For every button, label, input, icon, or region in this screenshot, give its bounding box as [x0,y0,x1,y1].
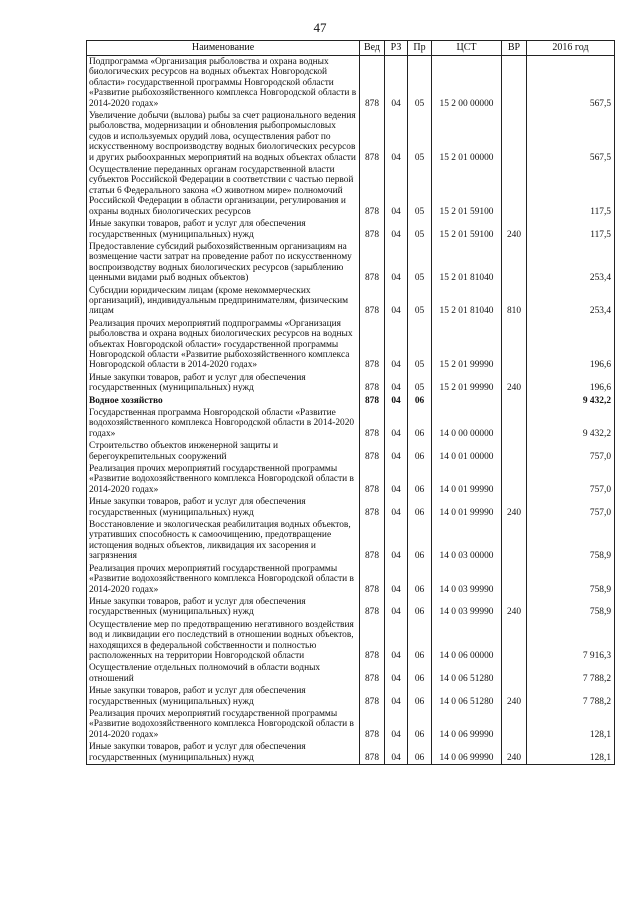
row-cst [432,395,502,407]
row-name: Государственная программа Новгородской области «Развитие водохозяйственного комплекса Новгородской области в 2014-2020 годах» [87,407,360,440]
column-header-cst: ЦСТ [432,41,502,56]
row-rz: 04 [385,164,408,218]
table-row [87,741,615,764]
row-name: Субсидии юридическим лицам (кроме некоммерческих организаций), индивидуальным предпринимателям, физическим лицам [87,285,360,318]
row-ved: 878 [360,463,385,496]
table-row [87,407,615,440]
row-name: Иные закупки товаров, работ и услуг для обеспечения государственных (муниципальных) нужд [87,496,360,519]
row-amount: 758,9 [527,563,615,596]
row-ved: 878 [360,563,385,596]
row-name: Водное хозяйство [87,395,360,407]
column-header-vr: ВР [502,41,527,56]
row-amount: 196,6 [527,318,615,372]
row-pr: 05 [408,241,432,285]
column-header-year: 2016 год [527,41,615,56]
column-header-name: Наименование [87,41,360,56]
row-pr: 05 [408,372,432,395]
row-vr [502,318,527,372]
row-rz: 04 [385,285,408,318]
table-body [87,56,615,765]
row-pr: 06 [408,496,432,519]
row-cst: 15 2 01 99990 [432,318,502,372]
table-row [87,596,615,619]
row-rz: 04 [385,619,408,663]
column-header-pr: Пр [408,41,432,56]
row-ved: 878 [360,241,385,285]
row-pr: 06 [408,619,432,663]
row-vr [502,110,527,164]
row-name: Иные закупки товаров, работ и услуг для обеспечения государственных (муниципальных) нужд [87,372,360,395]
row-ved: 878 [360,56,385,111]
table-row [87,662,615,685]
table-row [87,241,615,285]
row-vr [502,440,527,463]
table-row [87,463,615,496]
row-vr [502,619,527,663]
table-row [87,440,615,463]
row-ved: 878 [360,741,385,764]
row-amount: 117,5 [527,218,615,241]
row-vr [502,662,527,685]
row-rz: 04 [385,596,408,619]
row-cst: 14 0 06 00000 [432,619,502,663]
table-row [87,164,615,218]
row-ved: 878 [360,708,385,741]
row-vr [502,164,527,218]
row-cst: 15 2 01 81040 [432,241,502,285]
row-rz: 04 [385,407,408,440]
row-ved: 878 [360,596,385,619]
row-pr: 05 [408,164,432,218]
row-amount: 9 432,2 [527,407,615,440]
row-ved: 878 [360,440,385,463]
row-pr: 06 [408,596,432,619]
row-amount: 117,5 [527,164,615,218]
row-name: Осуществление переданных органам государственной власти субъектов Российской Федерации в соответствии с частью первой статьи 6 Федерального закона «О животном мире» полномочий Российской Федерации в области организации, регулирования и охраны водных биологических ресурсов [87,164,360,218]
row-name: Увеличение добычи (вылова) рыбы за счет рационального ведения рыболовства, модернизации и обновления рыбопромысловых судов и используемых орудий лова, осуществления работ по искусственному воспроизводству водных биологических ресурсов и других рыбоохранных мероприятий на водных объектах области [87,110,360,164]
table-row [87,496,615,519]
row-amount: 7 788,2 [527,685,615,708]
row-amount: 757,0 [527,496,615,519]
table-row [87,285,615,318]
row-rz: 04 [385,395,408,407]
row-amount: 253,4 [527,285,615,318]
row-rz: 04 [385,563,408,596]
row-cst: 14 0 06 99990 [432,741,502,764]
row-vr [502,463,527,496]
row-pr: 06 [408,440,432,463]
row-amount: 758,9 [527,519,615,563]
row-rz: 04 [385,496,408,519]
row-cst: 15 2 01 59100 [432,218,502,241]
row-pr: 06 [408,463,432,496]
row-vr [502,56,527,111]
row-ved: 878 [360,662,385,685]
row-name: Осуществление мер по предотвращению негативного воздействия вод и ликвидации его последствий в отношении водных объектов, находящихся в федеральной собственности и полностью расположенных на территории Новгородской области [87,619,360,663]
table-row [87,372,615,395]
row-vr: 240 [502,741,527,764]
row-cst: 14 0 03 99990 [432,563,502,596]
row-pr: 06 [408,407,432,440]
row-vr [502,708,527,741]
row-name: Иные закупки товаров, работ и услуг для обеспечения государственных (муниципальных) нужд [87,218,360,241]
row-cst: 15 2 01 81040 [432,285,502,318]
row-pr: 05 [408,318,432,372]
row-pr: 05 [408,56,432,111]
row-amount: 567,5 [527,56,615,111]
row-rz: 04 [385,463,408,496]
row-cst: 15 2 01 00000 [432,110,502,164]
row-pr: 05 [408,285,432,318]
table-row [87,708,615,741]
budget-table [86,40,615,765]
row-vr: 240 [502,596,527,619]
row-pr: 05 [408,110,432,164]
row-name: Иные закупки товаров, работ и услуг для обеспечения государственных (муниципальных) нужд [87,685,360,708]
table-row [87,563,615,596]
row-amount: 567,5 [527,110,615,164]
row-rz: 04 [385,56,408,111]
table-row [87,619,615,663]
table-row [87,110,615,164]
row-cst: 14 0 01 99990 [432,463,502,496]
table-row [87,395,615,407]
row-vr: 240 [502,372,527,395]
table-row [87,56,615,111]
row-pr: 06 [408,395,432,407]
row-cst: 14 0 06 51280 [432,662,502,685]
row-amount: 758,9 [527,596,615,619]
row-cst: 15 2 01 59100 [432,164,502,218]
row-cst: 14 0 03 00000 [432,519,502,563]
row-cst: 14 0 00 00000 [432,407,502,440]
row-ved: 878 [360,218,385,241]
row-amount: 7 788,2 [527,662,615,685]
row-amount: 757,0 [527,440,615,463]
row-name: Строительство объектов инженерной защиты и берегоукрепительных сооружений [87,440,360,463]
row-rz: 04 [385,519,408,563]
row-cst: 14 0 06 99990 [432,708,502,741]
row-name: Восстановление и экологическая реабилитация водных объектов, утративших способность к самоочищению, предотвращение истощения водных объектов, ликвидация их засорения и загрязнения [87,519,360,563]
row-ved: 878 [360,372,385,395]
row-vr: 240 [502,218,527,241]
row-vr [502,395,527,407]
row-name: Реализация прочих мероприятий подпрограммы «Организация рыболовства и охрана водных биологических ресурсов на водных объектах Новгородской области» государственной программы Новгородской области «Развитие рыбохозяйственного комплекса Новгородской области в 2014-2020 годах» [87,318,360,372]
row-rz: 04 [385,741,408,764]
row-cst: 14 0 06 51280 [432,685,502,708]
table-row [87,218,615,241]
row-ved: 878 [360,619,385,663]
row-name: Реализация прочих мероприятий государственной программы «Развитие водохозяйственного комплекса Новгородской области в 2014-2020 годах» [87,463,360,496]
row-name: Иные закупки товаров, работ и услуг для обеспечения государственных (муниципальных) нужд [87,596,360,619]
row-rz: 04 [385,685,408,708]
table-header-row [87,41,615,56]
row-ved: 878 [360,519,385,563]
row-ved: 878 [360,318,385,372]
row-rz: 04 [385,440,408,463]
row-amount: 128,1 [527,741,615,764]
row-vr: 810 [502,285,527,318]
row-cst: 14 0 03 99990 [432,596,502,619]
row-pr: 05 [408,218,432,241]
row-ved: 878 [360,407,385,440]
row-ved: 878 [360,110,385,164]
column-header-ved: Вед [360,41,385,56]
row-rz: 04 [385,372,408,395]
row-ved: 878 [360,395,385,407]
row-name: Предоставление субсидий рыбохозяйственным организациям на возмещение части затрат на проведение работ по искусственному воспроизводству водных биологических ресурсов (зарыблению ценными видами рыб водных объектов) [87,241,360,285]
column-header-rz: РЗ [385,41,408,56]
row-amount: 253,4 [527,241,615,285]
row-rz: 04 [385,110,408,164]
row-name: Реализация прочих мероприятий государственной программы «Развитие водохозяйственного комплекса Новгородской области в 2014-2020 годах» [87,563,360,596]
row-name: Подпрограмма «Организация рыболовства и охрана водных биологических ресурсов на водных объектах Новгородской области» государственной программы Новгородской области «Развитие рыбохозяйственного комплекса Новгородской области в 2014-2020 годах» [87,56,360,111]
row-amount: 7 916,3 [527,619,615,663]
row-pr: 06 [408,662,432,685]
row-pr: 06 [408,563,432,596]
row-vr [502,407,527,440]
row-cst: 15 2 01 99990 [432,372,502,395]
row-name: Иные закупки товаров, работ и услуг для обеспечения государственных (муниципальных) нужд [87,741,360,764]
row-vr: 240 [502,496,527,519]
row-vr [502,519,527,563]
row-name: Осуществление отдельных полномочий в области водных отношений [87,662,360,685]
row-ved: 878 [360,496,385,519]
row-rz: 04 [385,318,408,372]
table-row [87,685,615,708]
row-cst: 15 2 00 00000 [432,56,502,111]
row-amount: 757,0 [527,463,615,496]
row-ved: 878 [360,685,385,708]
row-vr [502,563,527,596]
row-amount: 196,6 [527,372,615,395]
row-cst: 14 0 01 00000 [432,440,502,463]
table-row [87,519,615,563]
row-pr: 06 [408,519,432,563]
row-amount: 9 432,2 [527,395,615,407]
table-row [87,318,615,372]
row-rz: 04 [385,662,408,685]
row-rz: 04 [385,708,408,741]
row-rz: 04 [385,241,408,285]
row-cst: 14 0 01 99990 [432,496,502,519]
row-ved: 878 [360,164,385,218]
row-amount: 128,1 [527,708,615,741]
row-name: Реализация прочих мероприятий государственной программы «Развитие водохозяйственного комплекса Новгородской области в 2014-2020 годах» [87,708,360,741]
row-vr [502,241,527,285]
row-pr: 06 [408,708,432,741]
page-number: 47 [313,20,327,35]
row-pr: 06 [408,741,432,764]
row-pr: 06 [408,685,432,708]
row-ved: 878 [360,285,385,318]
row-rz: 04 [385,218,408,241]
row-vr: 240 [502,685,527,708]
